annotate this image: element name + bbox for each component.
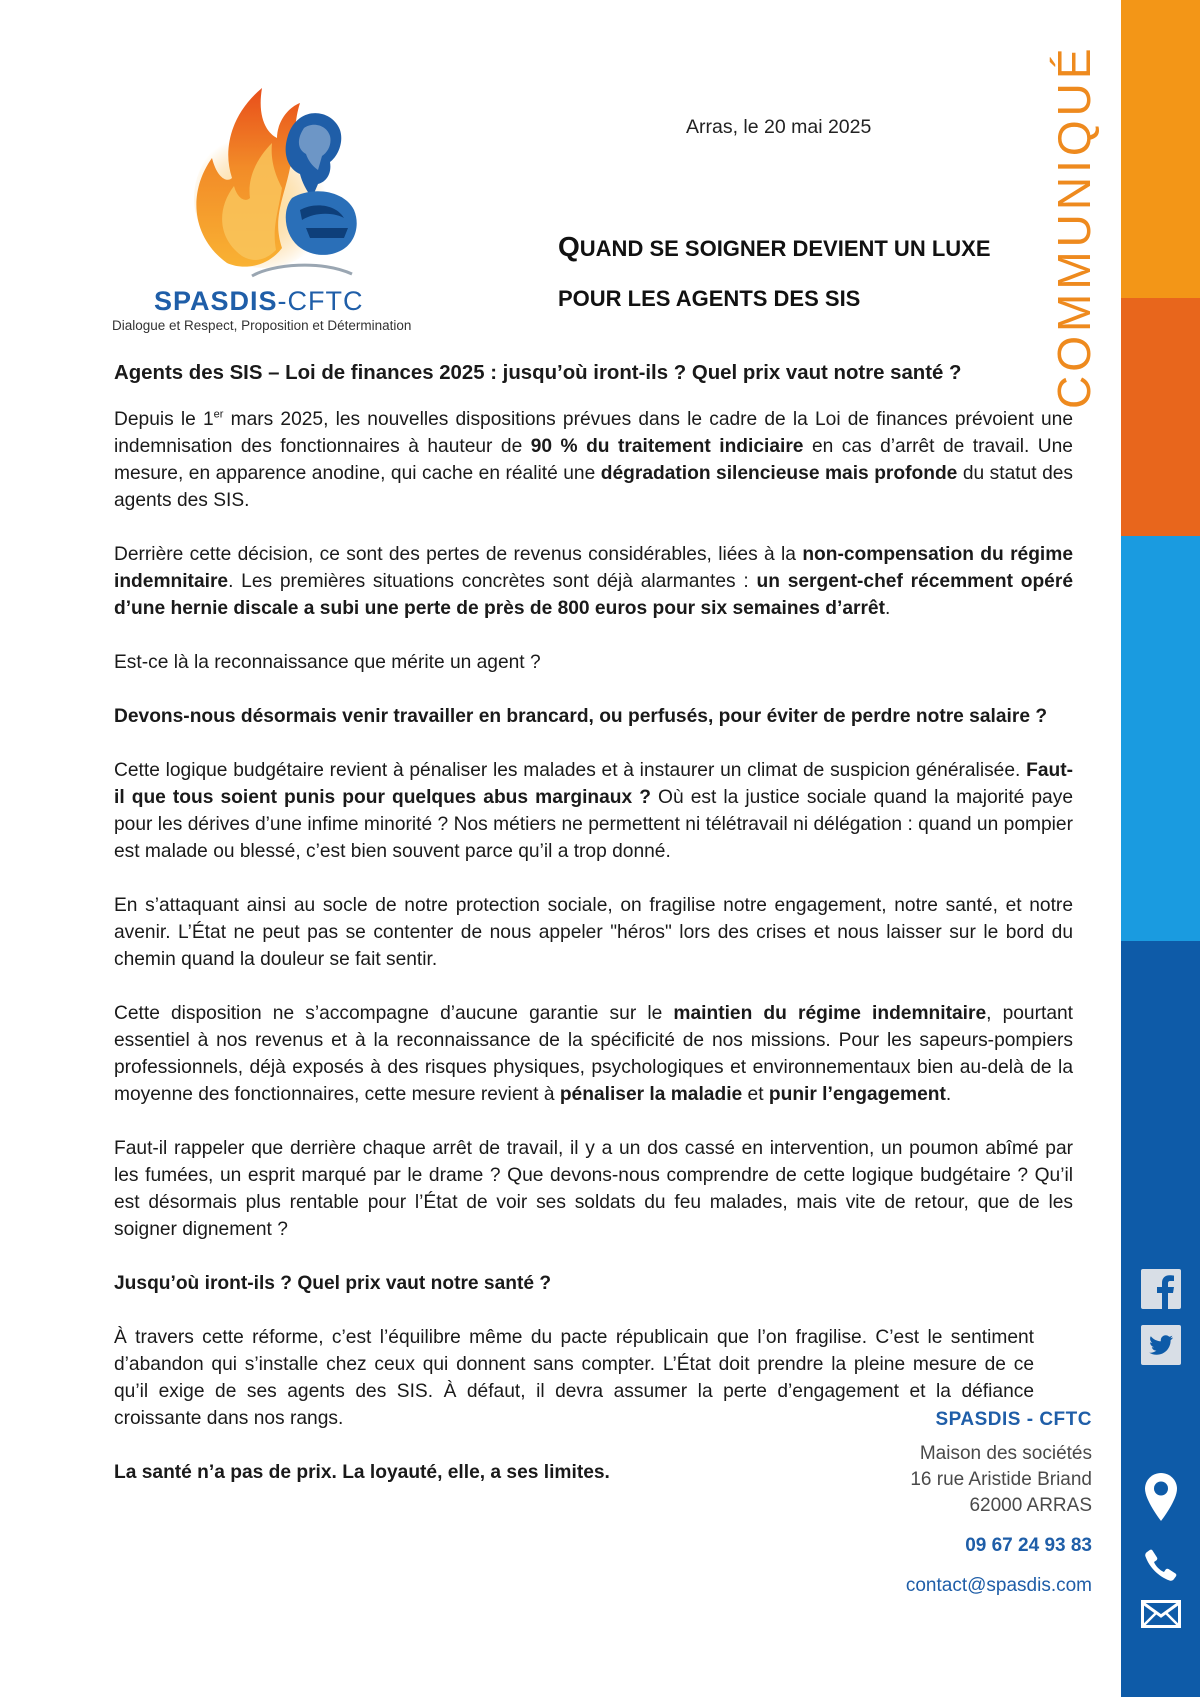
paragraph-1	[114, 406, 1073, 514]
paragraph-2	[114, 541, 1073, 622]
contact-block	[906, 1409, 1092, 1597]
logo-tagline: Dialogue et Respect, Proposition et Détermination	[112, 318, 412, 333]
band-segment-orange-dark	[1121, 298, 1200, 536]
p2-bold-b: non-compensation du régime indemnitaire	[114, 544, 1073, 592]
p2-bold-d: un sergent-chef récemment opéré d’une hernie discale a subi une perte de près de 800 euros pour six semaines d’arrêt	[114, 571, 1073, 619]
p2-text-c: . Les premières situations concrètes sont déjà alarmantes :	[228, 571, 757, 592]
p7-bold-f: punir l’engagement	[768, 1084, 946, 1105]
phone-icon	[1134, 1538, 1188, 1592]
p1-text-a: Depuis le 1	[114, 409, 214, 430]
document-date: Arras, le 20 mai 2025	[686, 116, 872, 138]
p9-bold: Jusqu’où iront-ils ? Quel prix vaut notre santé ?	[114, 1273, 552, 1294]
p1-text-b: mars 2025, les nouvelles dispositions prévues dans le cadre de la Loi de finances prévoient une indemnisation des fonctionnaires à hauteur de	[114, 409, 1073, 457]
paragraph-3: Est-ce là la reconnaissance que mérite un agent ?	[114, 652, 541, 673]
p7-text-g: .	[945, 1084, 952, 1105]
facebook-icon[interactable]	[1134, 1262, 1188, 1316]
paragraph-10: À travers cette réforme, c’est l’équilibre même du pacte républicain que l’on fragilise. C’est le sentiment d’abandon qui s’installe chez ceux qui donnent sans compter. L’État doit prendre la pleine mesure de ce qu’il exige de ses agents des SIS. À défaut, il devra assumer la perte d’engagement et la défiance croissante dans nos rangs.	[114, 1327, 1034, 1429]
paragraph-7	[114, 1000, 1073, 1108]
twitter-icon[interactable]	[1134, 1318, 1188, 1372]
contact-organization: SPASDIS - CFTC	[935, 1409, 1092, 1430]
p5-text-a: Cette logique budgétaire revient à pénaliser les malades et à instaurer un climat de suspicion généralisée.	[114, 760, 1027, 781]
logo-wordmark	[154, 286, 364, 317]
p1-bold-c: 90 % du traitement indiciaire	[530, 436, 804, 457]
p1-bold-e: dégradation silencieuse mais profonde	[600, 463, 958, 484]
p2-text-e: .	[885, 598, 891, 619]
logo-name-suffix: -CFTC	[277, 286, 364, 316]
side-color-band	[1121, 0, 1200, 1697]
logo-name-main: SPASDIS	[154, 286, 278, 316]
mail-icon[interactable]	[1134, 1587, 1188, 1641]
p11-bold: La santé n’a pas de prix. La loyauté, elle, a ses limites.	[114, 1462, 610, 1483]
communique-vertical-label: COMMUNIQUÉ	[1048, 44, 1100, 409]
contact-address-line-2: 16 rue Aristide Briand	[910, 1469, 1092, 1490]
contact-address-line-3: 62000 ARRAS	[969, 1495, 1092, 1516]
p7-bold-b: maintien du régime indemnitaire	[673, 1003, 987, 1024]
paragraph-8: Faut-il rappeler que derrière chaque arrêt de travail, il y a un dos cassé en intervention, un poumon abîmé par les fumées, un esprit marqué par le drame ? Que devons-nous comprendre de cette logique budgétaire ? Qu’il est désormais plus rentable pour l’État de voir ses soldats du feu malades, mais vite de retour, que de les soigner dignement ?	[114, 1138, 1073, 1240]
title-initial: Q	[558, 231, 580, 262]
press-release-body	[114, 360, 1073, 1513]
paragraph-5	[114, 757, 1073, 865]
p2-text-a: Derrière cette décision, ce sont des pertes de revenus considérables, liées à la	[114, 544, 803, 565]
paragraph-4	[114, 703, 1073, 730]
paragraph-9	[114, 1270, 1073, 1297]
paragraph-6: En s’attaquant ainsi au socle de notre protection sociale, on fragilise notre engagement, notre santé, et notre avenir. L’État ne peut pas se contenter de nous appeler "héros" lors des crises et nous laisser sur le bord du chemin quand la douleur se fait sentir.	[114, 895, 1073, 970]
body-heading: Agents des SIS – Loi de finances 2025 : jusqu’où iront-ils ? Quel prix vaut notre santé ?	[114, 362, 962, 384]
contact-email-link[interactable]: contact@spasdis.com	[905, 1575, 1092, 1596]
flame-firefighter-emblem	[172, 78, 372, 278]
document-title	[558, 222, 991, 324]
p1-text-f: du statut des agents des SIS.	[114, 463, 1074, 511]
p1-text-d: en cas d’arrêt de travail. Une mesure, en apparence anodine, qui cache en réalité une	[114, 436, 1073, 484]
title-line-1	[558, 222, 991, 274]
p4-bold: Devons-nous désormais venir travailler en brancard, ou perfusés, pour éviter de perdre notre salaire ?	[114, 706, 1048, 727]
p1-superscript: er	[213, 408, 224, 421]
p7-text-a: Cette disposition ne s’accompagne d’aucune garantie sur le	[114, 1003, 674, 1024]
p5-bold-b: Faut-il que tous soient punis pour quelques abus marginaux ?	[114, 760, 1073, 808]
title-line-1-rest: UAND SE SOIGNER DEVIENT UN LUXE	[579, 236, 991, 261]
contact-phone[interactable]: 09 67 24 93 83	[965, 1535, 1092, 1556]
location-pin-icon	[1134, 1470, 1188, 1524]
p7-bold-d: pénaliser la maladie	[559, 1084, 743, 1105]
spasdis-cftc-logo	[112, 78, 432, 340]
p5-text-c: Où est la justice sociale quand la majorité paye pour les dérives d’une infime minorité ? Nos métiers ne permettent ni télétravail ni délégation : quand un pompier est malade ou blessé, c’est bien souvent parce qu’il a trop donné.	[114, 787, 1073, 862]
p7-text-c: , pourtant essentiel à nos revenus et à la reconnaissance de la spécificité de nos missions. Pour les sapeurs-pompiers professionnels, déjà exposés à des risques physiques, psychologiques et environnementaux bien au-delà de la moyenne des fonctionnaires, cette mesure revient à	[114, 1003, 1073, 1105]
title-line-2: POUR LES AGENTS DES SIS	[558, 286, 861, 311]
p7-text-e: et	[742, 1084, 769, 1105]
band-segment-orange-light	[1121, 0, 1200, 298]
band-segment-blue-light	[1121, 536, 1200, 941]
contact-address-line-1: Maison des sociétés	[919, 1443, 1092, 1464]
